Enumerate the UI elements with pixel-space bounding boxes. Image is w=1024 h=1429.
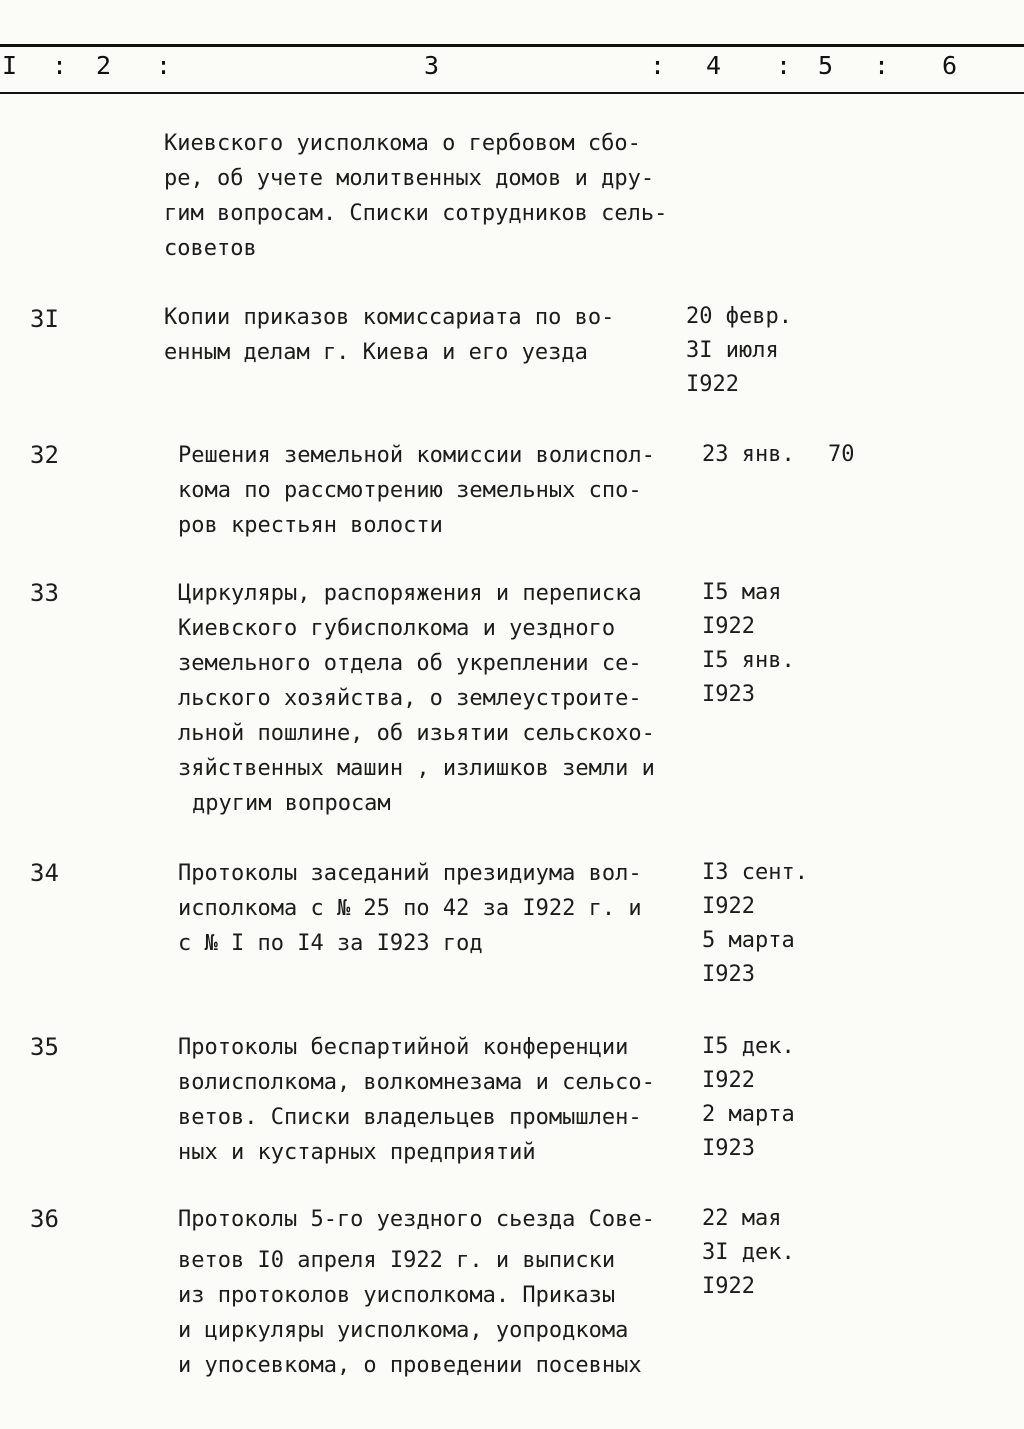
header-sep-1: : — [52, 51, 68, 80]
description-line: Протоколы 5-го уездного сьезда Сове- — [178, 1207, 655, 1232]
description-line: Копии приказов комиссариата по во- — [164, 305, 615, 330]
date-line: I923 — [702, 682, 755, 707]
description-line: Решения земельной комиссии волиспол- — [178, 443, 655, 468]
row-description — [178, 1030, 698, 1170]
continuation-line: гим вопросам. Списки сотрудников сель- — [164, 201, 668, 226]
row-number: 3I — [30, 305, 59, 333]
row-dates — [702, 1202, 822, 1304]
date-line: 22 мая — [702, 1206, 782, 1231]
description-line: Протоколы беспартийной конференции — [178, 1035, 629, 1060]
header-col-6: 6 — [942, 51, 958, 80]
date-line: I922 — [702, 894, 755, 919]
description-line: енным делам г. Киева и его уезда — [164, 340, 588, 365]
continuation-line: ре, об учете молитвенных домов и дру- — [164, 166, 655, 191]
continuation-description — [164, 126, 684, 266]
date-line: I923 — [702, 962, 755, 987]
row-description — [178, 1202, 698, 1383]
description-line: ров крестьян волости — [178, 513, 443, 538]
header-col-2: 2 — [96, 51, 112, 80]
row-number: 36 — [30, 1205, 59, 1233]
header-bottom-rule — [0, 92, 1024, 94]
description-line: ветов. Списки владельцев промышлен- — [178, 1105, 642, 1130]
header-sep-4: : — [776, 51, 792, 80]
row-description — [178, 856, 698, 961]
row-description — [178, 438, 698, 543]
description-line: земельного отдела об укреплении се- — [178, 651, 642, 676]
description-line: из протоколов уисполкома. Приказы — [178, 1283, 616, 1308]
date-line: I5 дек. — [702, 1034, 795, 1059]
header-col-1: I — [2, 51, 18, 80]
description-line: ветов I0 апреля I922 г. и выписки — [178, 1248, 616, 1273]
date-line: I922 — [702, 1274, 755, 1299]
row-number: 32 — [30, 441, 59, 469]
date-line: I922 — [702, 614, 755, 639]
continuation-line: советов — [164, 236, 257, 261]
description-line: льского хозяйства, о землеустроите- — [178, 686, 642, 711]
header-sep-5: : — [874, 51, 890, 80]
description-line: и упосевкома, о проведении посевных — [178, 1353, 642, 1378]
row-number: 33 — [30, 579, 59, 607]
row-sheet-count: 70 — [828, 442, 855, 467]
row-dates — [702, 438, 822, 472]
date-line: I922 — [686, 372, 739, 397]
row-dates — [686, 300, 806, 402]
description-line: исполкома с № 25 по 42 за I922 г. и — [178, 896, 642, 921]
date-line: I5 мая — [702, 580, 782, 605]
description-line: зяйственных машин , излишков земли и — [178, 756, 655, 781]
date-line: 23 янв. — [702, 442, 795, 467]
date-line: I5 янв. — [702, 648, 795, 673]
row-description — [178, 576, 698, 821]
date-line: 2 марта — [702, 1102, 795, 1127]
description-line: льной пошлине, об изьятии сельскохо- — [178, 721, 655, 746]
header-col-5: 5 — [818, 51, 834, 80]
row-number: 35 — [30, 1033, 59, 1061]
row-number: 34 — [30, 859, 59, 887]
description-line: другим вопросам — [192, 791, 391, 816]
header-sep-2: : — [156, 51, 172, 80]
date-line: 5 марта — [702, 928, 795, 953]
date-line: 3I дек. — [702, 1240, 795, 1265]
description-line: кома по рассмотрению земельных спо- — [178, 478, 642, 503]
row-dates — [702, 856, 822, 992]
header-sep-3: : — [650, 51, 666, 80]
date-line: I923 — [702, 1136, 755, 1161]
date-line: I922 — [702, 1068, 755, 1093]
row-dates — [702, 1030, 822, 1166]
header-col-4: 4 — [706, 51, 722, 80]
row-dates — [702, 576, 822, 712]
description-line: ных и кустарных предприятий — [178, 1140, 536, 1165]
row-description — [164, 300, 684, 370]
continuation-line: Киевского уисполкома о гербовом сбо- — [164, 131, 641, 156]
description-line: Циркуляры, распоряжения и переписка — [178, 581, 642, 606]
description-line: Протоколы заседаний президиума вол- — [178, 861, 642, 886]
description-line: волисполкома, волкомнезама и сельсо- — [178, 1070, 655, 1095]
date-line: I3 сент. — [702, 860, 808, 885]
description-line: и циркуляры уисполкома, уопродкома — [178, 1318, 629, 1343]
header-col-3: 3 — [424, 51, 440, 80]
date-line: 3I июля — [686, 338, 779, 363]
date-line: 20 февр. — [686, 304, 792, 329]
description-line: с № I по I4 за I923 год — [178, 931, 483, 956]
header-top-rule — [0, 44, 1024, 47]
description-line: Киевского губисполкома и уездного — [178, 616, 616, 641]
